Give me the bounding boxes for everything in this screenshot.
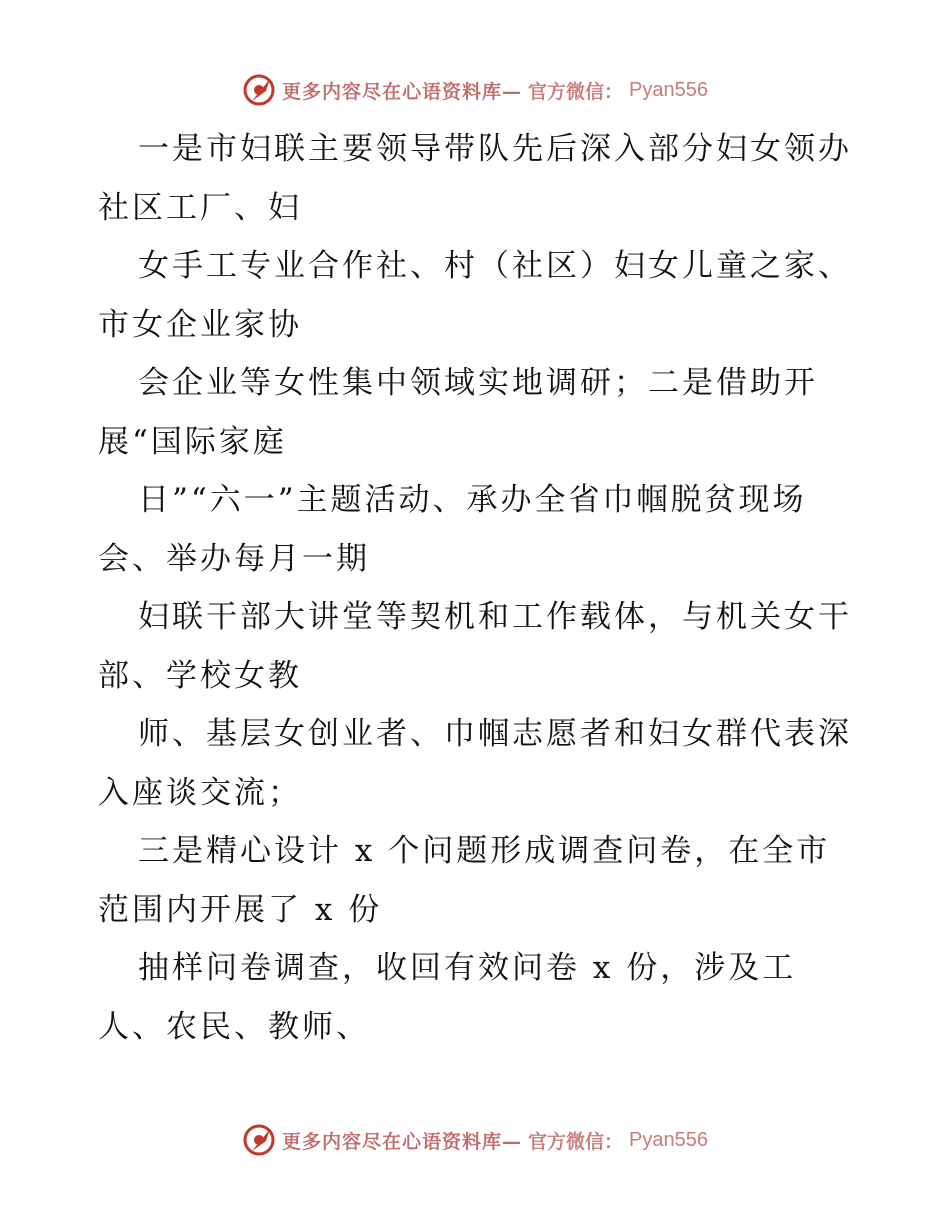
text-line: 师、基层女创业者、巾帼志愿者和妇女群代表深 [138, 716, 852, 752]
banner-wechat-label: 官方微信： [528, 1130, 624, 1153]
quill-logo-icon [242, 1123, 276, 1157]
banner-wechat-id: Pyan556 [629, 1128, 708, 1151]
text-line: 抽样问卷调查，收回有效问卷 x 份，涉及工 [138, 950, 797, 986]
text-line: 日”“六一”主题活动、承办全省巾帼脱贫现场 [138, 482, 807, 518]
text-line: 三是精心设计 x 个问题形成调查问卷，在全市 [138, 833, 831, 869]
text-line: 入座谈交流； [98, 774, 302, 811]
banner-main-text: 更多内容尽在心语资料库— [282, 1130, 523, 1153]
text-line: 部、学校女教 [98, 657, 302, 694]
header-watermark [0, 70, 950, 110]
document-body [98, 120, 858, 1056]
text-line: 人、农民、教师、 [98, 1008, 370, 1045]
text-line: 会企业等女性集中领域实地调研；二是借助开 [138, 365, 818, 401]
text-line: 妇联干部大讲堂等契机和工作载体，与机关女干 [138, 599, 852, 635]
banner-wechat-id: Pyan556 [629, 78, 708, 101]
text-line: 市女企业家协 [98, 306, 302, 343]
text-line: 展“国际家庭 [98, 423, 287, 460]
text-line: 一是市妇联主要领导带队先后深入部分妇女领办 [138, 131, 852, 167]
text-line: 女手工专业合作社、村（社区）妇女儿童之家、 [138, 248, 852, 284]
banner-main-text: 更多内容尽在心语资料库— [282, 80, 523, 103]
banner-wechat-label: 官方微信： [528, 80, 624, 103]
footer-watermark [0, 1120, 950, 1160]
text-line: 范围内开展了 x 份 [98, 891, 383, 928]
text-line: 会、举办每月一期 [98, 540, 370, 577]
quill-logo-icon [242, 73, 276, 107]
text-line: 社区工厂、妇 [98, 189, 302, 226]
